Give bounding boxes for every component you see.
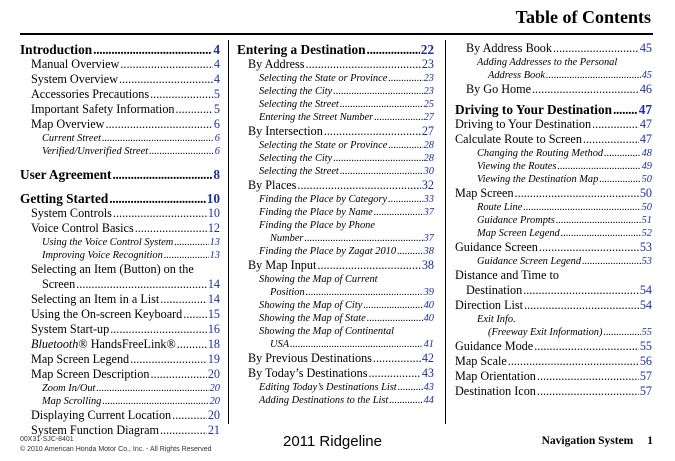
toc-entry[interactable]: System Overview ..... 4 bbox=[20, 72, 220, 87]
footer-model: 2011 Ridgeline bbox=[283, 433, 382, 450]
title-rule bbox=[20, 33, 653, 35]
toc-section-entering-destination[interactable]: Entering a Destination ..... 22 bbox=[237, 42, 434, 57]
toc-entry[interactable]: Displaying Current Location ..... 20 bbox=[20, 408, 220, 423]
toc-entry[interactable]: By Places ..... 32 bbox=[237, 178, 434, 193]
toc-entry[interactable]: Destination Icon ..... 57 bbox=[455, 384, 652, 399]
toc-entry[interactable]: Map Orientation ..... 57 bbox=[455, 369, 652, 384]
toc-subentry[interactable]: Zoom In/Out ..... 20 bbox=[20, 382, 220, 395]
toc-entry[interactable]: Direction List ..... 54 bbox=[455, 298, 652, 313]
column-divider bbox=[445, 40, 446, 424]
toc-subentry[interactable]: Map Screen Legend ..... 52 bbox=[455, 227, 652, 240]
toc-entry[interactable]: Map Screen Description ..... 20 bbox=[20, 367, 220, 382]
toc-entry[interactable]: By Previous Destinations ..... 42 bbox=[237, 351, 434, 366]
toc-subentry[interactable]: Selecting the State or Province ..... 28 bbox=[237, 139, 434, 152]
footer-copyright: 00X31-SJC-8401 © 2010 American Honda Motor Co., Inc. - All Rights Reserved bbox=[20, 436, 212, 453]
toc-subentry[interactable]: Editing Today’s Destinations List ..... 43 bbox=[237, 381, 434, 394]
toc-entry[interactable]: Map Scale ..... 56 bbox=[455, 354, 652, 369]
toc-subentry[interactable]: Showing the Map of State ..... 40 bbox=[237, 312, 434, 325]
toc-entry[interactable]: By Address Book ..... 45 bbox=[455, 41, 652, 56]
toc-subentry[interactable]: Finding the Place by Category ..... 33 bbox=[237, 193, 434, 206]
footer-section: Navigation System 1 bbox=[541, 435, 653, 447]
toc-entry[interactable]: Calculate Route to Screen ..... 47 bbox=[455, 132, 652, 147]
toc-subentry[interactable]: Showing the Map of City ..... 40 bbox=[237, 299, 434, 312]
toc-subentry[interactable]: Selecting the Street ..... 25 bbox=[237, 98, 434, 111]
toc-entry[interactable]: By Map Input ..... 38 bbox=[237, 258, 434, 273]
toc-subentry[interactable]: Selecting the Street ..... 30 bbox=[237, 165, 434, 178]
toc-subentry[interactable]: Adding Destinations to the List ..... 44 bbox=[237, 394, 434, 407]
toc-column-3 bbox=[455, 41, 652, 399]
toc-entry[interactable]: Map Screen Legend ..... 19 bbox=[20, 352, 220, 367]
toc-subentry[interactable]: Showing the Map of Current Position ..... 39 bbox=[237, 273, 434, 299]
toc-section-introduction[interactable]: Introduction ..... 4 bbox=[20, 42, 220, 57]
toc-section-getting-started[interactable]: Getting Started ..... 10 bbox=[20, 191, 220, 206]
toc-entry[interactable]: Voice Control Basics ..... 12 bbox=[20, 221, 220, 236]
toc-subentry[interactable]: Route Line ..... 50 bbox=[455, 201, 652, 214]
toc-entry[interactable]: Selecting an Item in a List ..... 14 bbox=[20, 292, 220, 307]
toc-subentry[interactable]: Current Street ..... 6 bbox=[20, 132, 220, 145]
toc-section-driving[interactable]: Driving to Your Destination ..... 47 bbox=[455, 102, 652, 117]
toc-entry[interactable]: By Go Home ..... 46 bbox=[455, 82, 652, 97]
toc-section-user-agreement[interactable]: User Agreement ..... 8 bbox=[20, 167, 220, 182]
toc-entry[interactable]: Map Overview ..... 6 bbox=[20, 117, 220, 132]
column-divider bbox=[228, 40, 229, 424]
toc-column-1 bbox=[20, 41, 220, 438]
toc-subentry[interactable]: Showing the Map of Continental USA ..... 41 bbox=[237, 325, 434, 351]
toc-subentry[interactable]: Guidance Screen Legend ..... 53 bbox=[455, 255, 652, 268]
toc-subentry[interactable]: Guidance Prompts ..... 51 bbox=[455, 214, 652, 227]
toc-entry[interactable]: Guidance Mode ..... 55 bbox=[455, 339, 652, 354]
toc-entry[interactable]: Accessories Precautions ..... 5 bbox=[20, 87, 220, 102]
toc-subentry[interactable]: Improving Voice Recognition ..... 13 bbox=[20, 249, 220, 262]
toc-subentry[interactable]: Adding Addresses to the Personal Address Book ..... 45 bbox=[455, 56, 652, 82]
toc-subentry[interactable]: Selecting the City ..... 23 bbox=[237, 85, 434, 98]
toc-entry[interactable]: Driving to Your Destination ..... 47 bbox=[455, 117, 652, 132]
page-title: Table of Contents bbox=[515, 7, 651, 27]
toc-subentry[interactable]: Verified/Unverified Street ..... 6 bbox=[20, 145, 220, 158]
toc-column-2 bbox=[237, 41, 434, 407]
toc-subentry[interactable]: Selecting the State or Province ..... 23 bbox=[237, 72, 434, 85]
toc-entry-bluetooth[interactable]: Bluetooth® HandsFreeLink® ..... 18 bbox=[20, 337, 220, 352]
toc-entry[interactable]: System Function Diagram ..... 21 bbox=[20, 423, 220, 438]
toc-entry[interactable]: By Intersection ..... 27 bbox=[237, 124, 434, 139]
toc-entry[interactable]: System Controls ..... 10 bbox=[20, 206, 220, 221]
toc-subentry[interactable]: Finding the Place by Phone Number ..... 37 bbox=[237, 219, 434, 245]
page-number: 1 bbox=[647, 435, 653, 447]
toc-subentry[interactable]: Entering the Street Number ..... 27 bbox=[237, 111, 434, 124]
toc-entry[interactable]: By Today’s Destinations ..... 43 bbox=[237, 366, 434, 381]
toc-subentry[interactable]: Finding the Place by Name ..... 37 bbox=[237, 206, 434, 219]
toc-subentry[interactable]: Exit Info. (Freeway Exit Information) ..... 55 bbox=[455, 313, 652, 339]
toc-subentry[interactable]: Map Scrolling ..... 20 bbox=[20, 395, 220, 408]
toc-entry[interactable]: Using the On-screen Keyboard ..... 15 bbox=[20, 307, 220, 322]
toc-subentry[interactable]: Finding the Place by Zagat 2010 ..... 38 bbox=[237, 245, 434, 258]
toc-entry[interactable]: Distance and Time to Destination ..... 54 bbox=[455, 268, 652, 298]
toc-subentry[interactable]: Viewing the Destination Map ..... 50 bbox=[455, 173, 652, 186]
toc-entry[interactable]: Guidance Screen ..... 53 bbox=[455, 240, 652, 255]
toc-entry[interactable]: Selecting an Item (Button) on the Screen ..... 14 bbox=[20, 262, 220, 292]
toc-subentry[interactable]: Using the Voice Control System ..... 13 bbox=[20, 236, 220, 249]
toc-subentry[interactable]: Viewing the Routes ..... 49 bbox=[455, 160, 652, 173]
toc-entry[interactable]: Map Screen ..... 50 bbox=[455, 186, 652, 201]
toc-entry[interactable]: By Address ..... 23 bbox=[237, 57, 434, 72]
toc-entry[interactable]: Important Safety Information ..... 5 bbox=[20, 102, 220, 117]
toc-entry[interactable]: Manual Overview ..... 4 bbox=[20, 57, 220, 72]
toc-subentry[interactable]: Selecting the City ..... 28 bbox=[237, 152, 434, 165]
toc-entry[interactable]: System Start-up ..... 16 bbox=[20, 322, 220, 337]
toc-subentry[interactable]: Changing the Routing Method ..... 48 bbox=[455, 147, 652, 160]
